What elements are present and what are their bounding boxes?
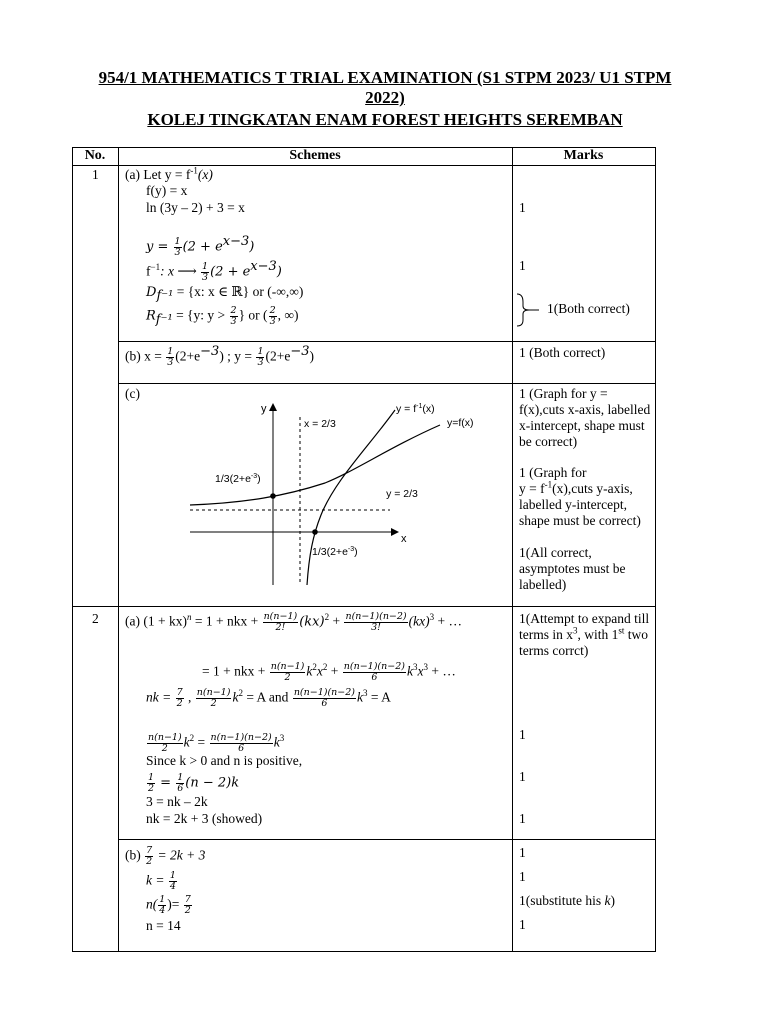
q2a-line-7: 3 = nk – 2k: [146, 794, 208, 809]
curve-f-inverse: [307, 410, 395, 585]
q2b-mark-4: 1: [519, 917, 526, 932]
q2b-line-3: n( $\frac{1}{4}$ )= $\frac{7}{2}$: [146, 894, 191, 916]
table-row-rule-2: [72, 606, 656, 607]
q1b-mark: 1 (Both correct): [519, 345, 606, 360]
q1a-domain: $D_{f^{-1}} = \{x$: x ∈ ℝ} or (-∞,∞): [146, 284, 304, 304]
q1a-range: $R_{f^{-1}} = \{y$: y > $\frac{2}{3}$ } or ( $\frac{2}{3}$ , ∞): [146, 305, 299, 328]
q2a-line-4: $\frac{n(n-1)}{2}$ $k^2$ = $\frac{n(n-1)(n-2)}{6}$ $k^3$: [148, 732, 285, 754]
q1b-line: (b) x = $\frac{1}{3}$ $(2+e^{-3})$ ; y = $\frac{1}{3}$ $(2+e^{-3})$: [125, 344, 315, 368]
q2a-line-1: (a) (1 + kx)$^n$ = 1 + nkx + $\frac{n(n-1)}{2!}$ (kx)$^2$ + $\frac{n(n-1)(n-2)}{3!}$ (kx)$^3$ + …: [125, 611, 463, 633]
q1a-line-4: y = $\frac{1}{3}$ $(2 + e^{x-3})$: [146, 234, 255, 258]
q2b-line-2: k = $\frac{1}{4}$: [146, 870, 176, 892]
y-intercept-label: $1/3(2+e^{-3})$: [215, 473, 261, 485]
table-border-right: [655, 147, 656, 952]
q1c-label: (c): [125, 386, 140, 401]
q1a-line-1: (a) Let $y = f^{-1}(x)$: [125, 165, 213, 182]
q2b-mark-2: 1: [519, 869, 526, 884]
table-border-left: [72, 147, 73, 952]
q2a-mark-2: 1: [519, 727, 526, 742]
q1c-mark-1: 1 (Graph for y = f(x),cuts x-axis, labelled x-intercept, shape must be correct): [519, 386, 651, 449]
q2a-line-5: Since k > 0 and n is positive,: [146, 753, 303, 768]
x-axis-arrow: [391, 528, 399, 536]
q2b-line-1: (b) $\frac{7}{2}$ = 2k + 3: [125, 845, 206, 867]
table-row-rule-1b: [118, 341, 656, 342]
brace-icon: [512, 290, 552, 330]
header-schemes: Schemes: [289, 148, 341, 163]
x-axis-label: x: [401, 533, 407, 545]
question-number-1: 1: [92, 167, 99, 182]
q2a-mark-1: 1(Attempt to expand till terms in $x^3$, with 1st two terms corrct): [519, 611, 650, 658]
y-axis-arrow: [269, 403, 277, 411]
q2a-mark-4: 1: [519, 811, 526, 826]
table-row-rule-2b: [118, 839, 656, 840]
table-col-rule-2: [512, 147, 513, 952]
q2a-line-6: $\frac{1}{2}$ = $\frac{1}{6}$ (n − 2)k: [148, 772, 240, 794]
q1a-line-5: $f^{-1}$: x ⟶ $\frac{1}{3}$ $(2 + e^{x-3})$: [146, 259, 282, 283]
x-intercept-point: [312, 529, 318, 535]
question-number-2: 2: [92, 611, 99, 626]
q1c-mark-3: 1(All correct, asymptotes must be labelled): [519, 545, 626, 592]
x-intercept-label: $1/3(2+e^{-3})$: [312, 546, 358, 558]
q2a-line-3: nk = $\frac{7}{2}$ , $\frac{n(n-1)}{2}$ $k^2 = A$ and $\frac{n(n-1)(n-2)}{6}$ $k^3 = A$: [146, 687, 391, 709]
exam-title-year: 2022): [365, 88, 405, 107]
q1a-mark-2: 1: [519, 258, 526, 273]
header-marks: Marks: [563, 148, 604, 163]
q1a-line-3: ln (3y – 2) + 3 = x: [146, 200, 245, 215]
q2a-line-8: nk = 2k + 3 (showed): [146, 811, 263, 826]
y-intercept-point: [270, 493, 276, 499]
table-header-rule: [72, 165, 656, 166]
y-axis-label: y: [261, 403, 267, 415]
q1c-mark-2: 1 (Graph for $y = f^{-1}(x),cuts$ y-axis, labelled y-intercept, shape must be correct): [519, 465, 641, 528]
asymptote-x-label: x = 2/3: [304, 418, 336, 430]
table-row-rule-1c: [118, 383, 656, 384]
q2b-mark-1: 1: [519, 845, 526, 860]
q2b-mark-3: 1(substitute his k): [519, 893, 616, 908]
table-border-bottom: [72, 951, 656, 952]
asymptote-y-label: y = 2/3: [386, 488, 418, 500]
q1a-line-2: f(y) = x: [146, 183, 188, 198]
q1a-mark-1: 1: [519, 200, 526, 215]
q1a-mark-3: 1(Both correct): [547, 301, 630, 316]
college-name: KOLEJ TINGKATAN ENAM FOREST HEIGHTS SEREMBAN: [147, 110, 623, 129]
q2a-line-2: = 1 + nkx + $\frac{n(n-1)}{2}$ $k^2x^2$ + $\frac{n(n-1)(n-2)}{6}$ $k^3x^3$ + …: [202, 661, 456, 683]
inverse-function-graph: [185, 395, 474, 595]
exam-title: 954/1 MATHEMATICS T TRIAL EXAMINATION (S1 STPM 2023/ U1 STPM: [98, 68, 672, 87]
table-col-rule-1: [118, 147, 119, 952]
header-no: No.: [84, 148, 106, 163]
q2b-line-4: n = 14: [146, 918, 181, 933]
q2a-mark-3: 1: [519, 769, 526, 784]
curve-f-label: y=f(x): [447, 417, 474, 429]
curve-f-inverse-label: $y = f^{-1}(x)$: [396, 403, 435, 415]
